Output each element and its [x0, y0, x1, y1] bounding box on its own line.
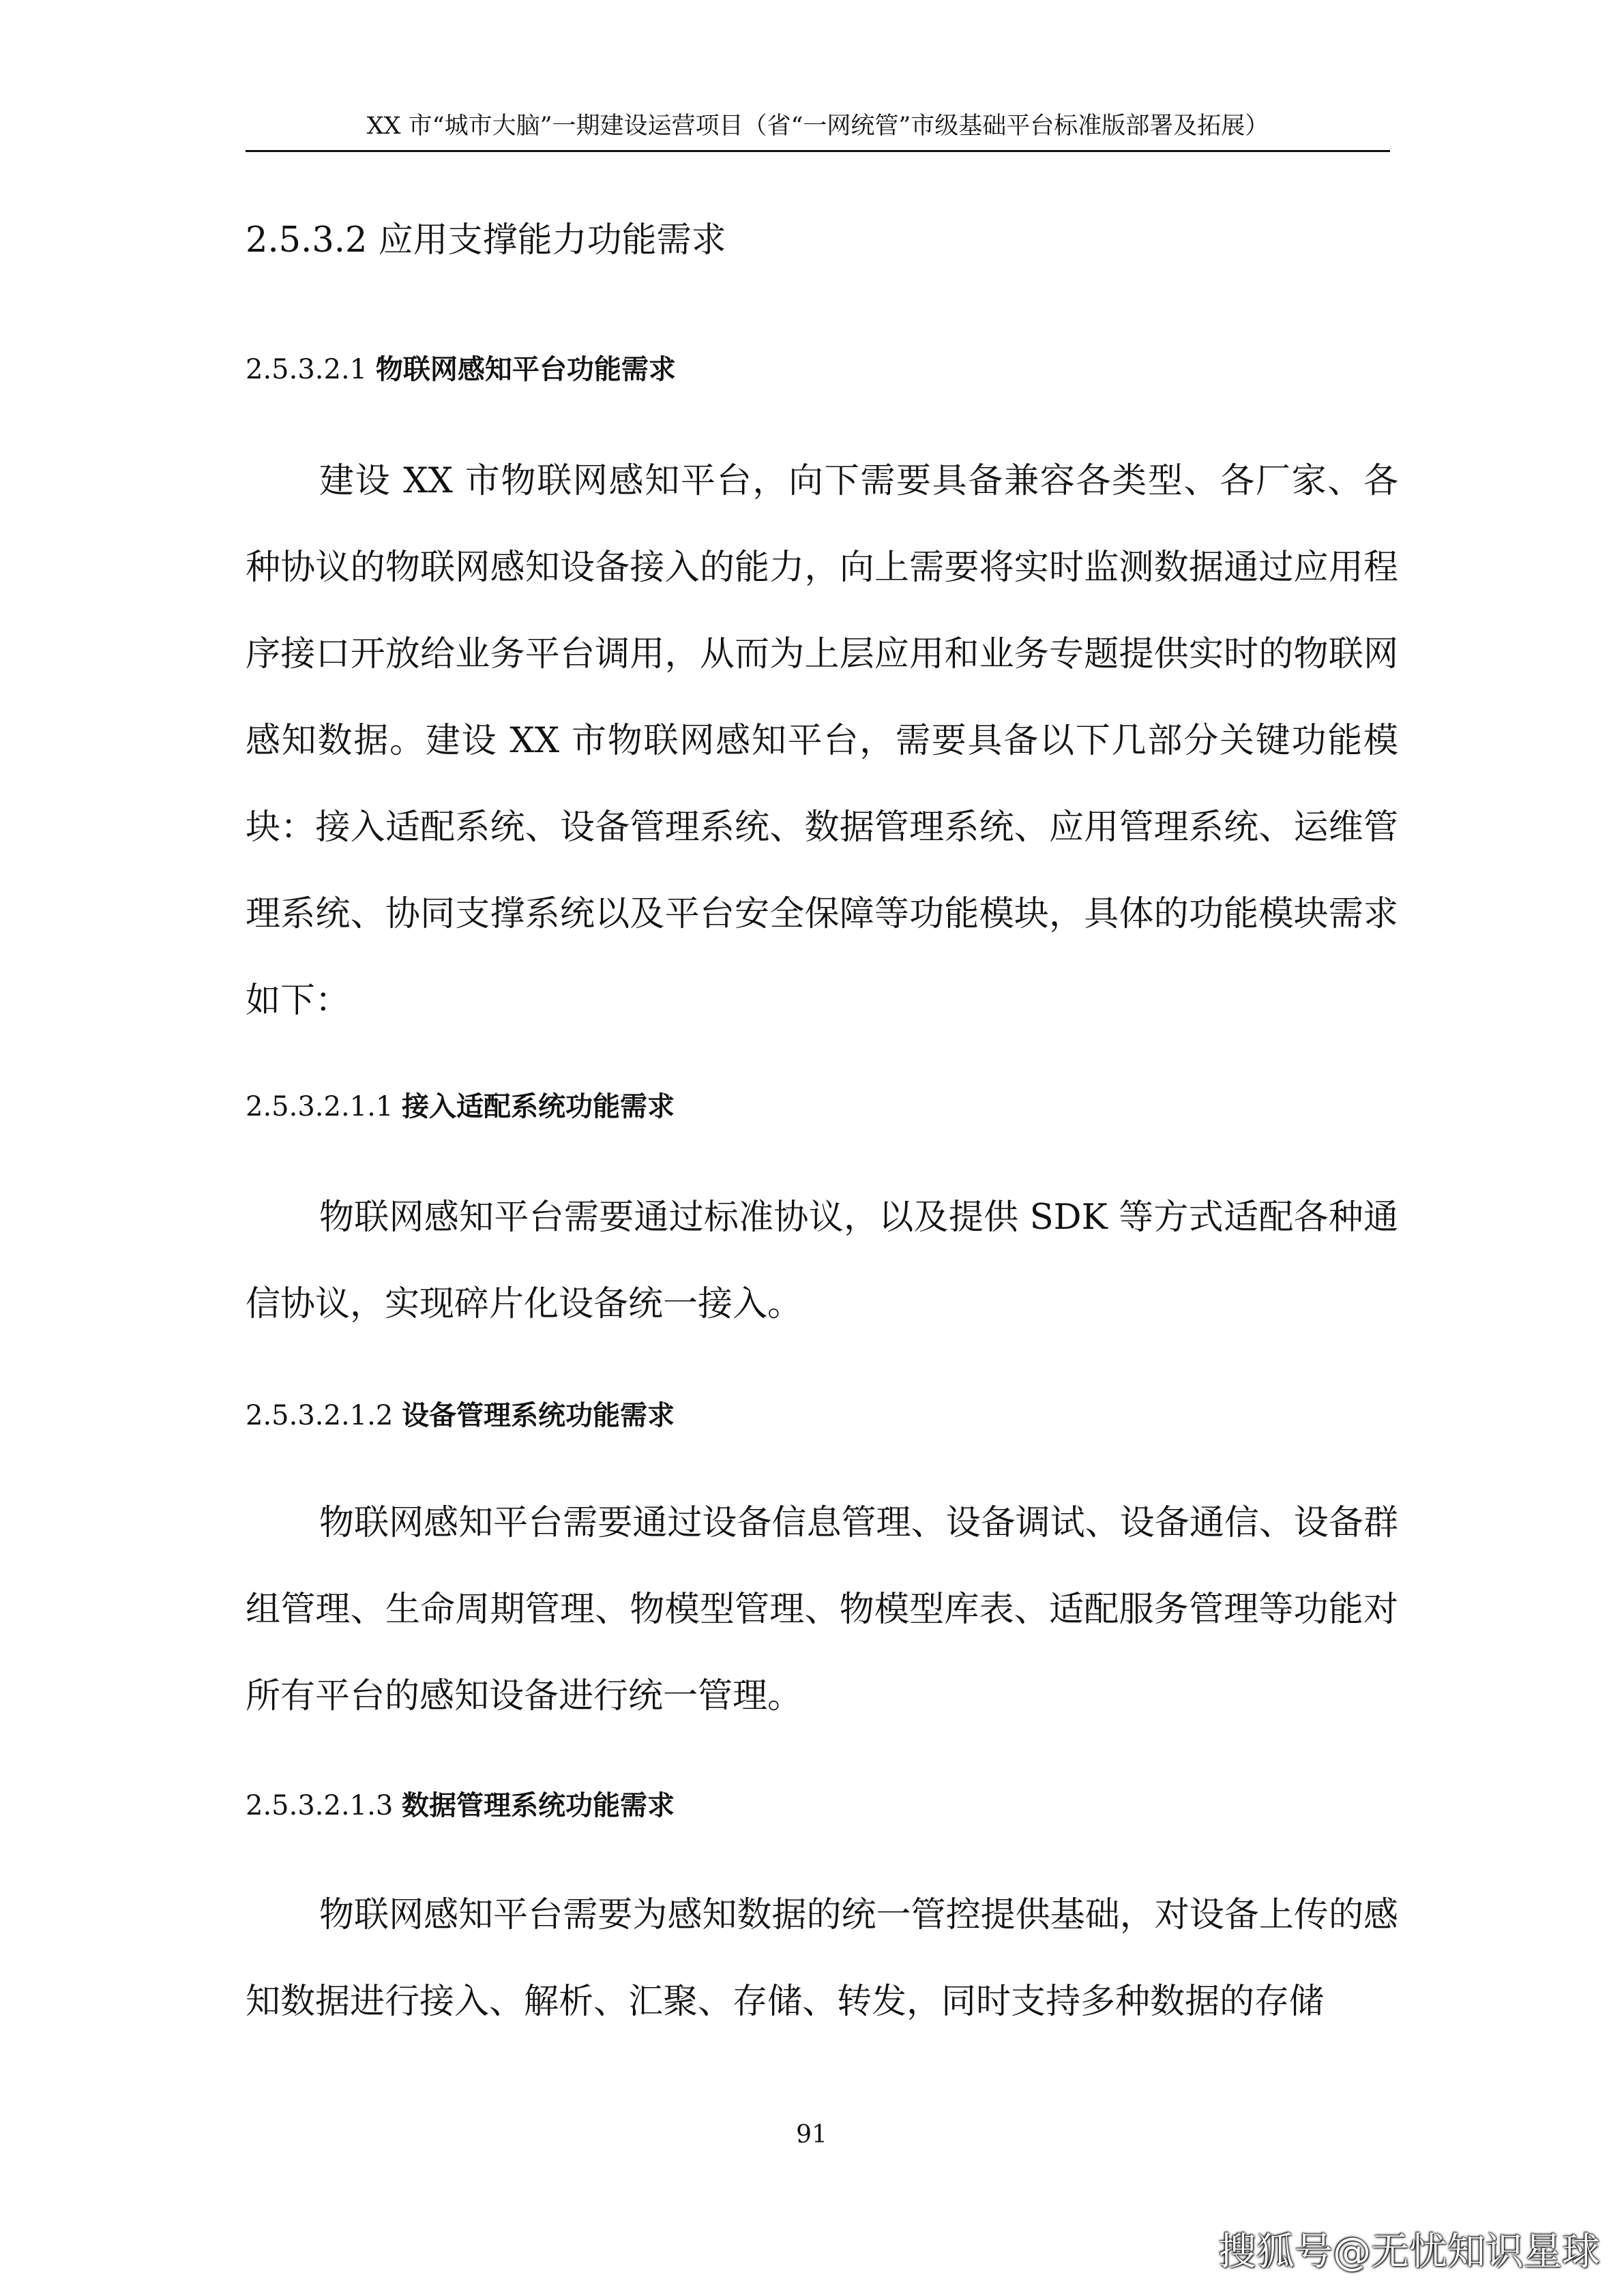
item-title: 数据管理系统功能需求	[402, 1789, 675, 1821]
subsection-heading	[246, 351, 676, 389]
item-paragraph-device-management: 物联网感知平台需要通过设备信息管理、设备调试、设备通信、设备群组管理、生命周期管理、物模型管理、物模型库表、适配服务管理等功能对所有平台的感知设备进行统一管理。	[246, 1503, 1398, 1716]
item-number: 2.5.3.2.1.1	[246, 1091, 394, 1122]
subsection-paragraph: 建设 XX 市物联网感知平台，向下需要具备兼容各类型、各厂家、各种协议的物联网感知设备接入的能力，向上需要将实时监测数据通过应用程序接口开放给业务平台调用，从而为上层应用和业务专题提供实时的物联网感知数据。建设 XX 市物联网感知平台，需要具备以下几部分关键功能模块：接入适配系统、设备管理系统、数据管理系统、应用管理系统、运维管理系统、协同支撑系统以及平台安全保障等功能模块，具体的功能模块需求如下：	[246, 461, 1398, 1021]
item-number: 2.5.3.2.1.3	[246, 1790, 394, 1821]
section-heading: 2.5.3.2 应用支撑能力功能需求	[246, 220, 726, 260]
item-heading-access-adapter	[246, 1088, 675, 1126]
watermark-text: 搜狐号@无忧知识星球	[1218, 2230, 1600, 2274]
item-title: 设备管理系统功能需求	[402, 1399, 675, 1431]
item-number: 2.5.3.2.1.2	[246, 1400, 394, 1431]
item-paragraph-data-management: 物联网感知平台需要为感知数据的统一管控提供基础，对设备上传的感知数据进行接入、解析、汇聚、存储、转发，同时支持多种数据的存储	[246, 1895, 1398, 2022]
item-heading-device-management	[246, 1397, 675, 1435]
subsection-title: 物联网感知平台功能需求	[375, 353, 676, 385]
subsection-number: 2.5.3.2.1	[246, 354, 368, 385]
item-heading-data-management	[246, 1787, 675, 1825]
running-header: XX 市“城市大脑”一期建设运营项目（省“一网统管”市级基础平台标准版部署及拓展）	[366, 113, 1269, 140]
header-rule	[246, 150, 1390, 152]
item-paragraph-access-adapter: 物联网感知平台需要通过标准协议，以及提供 SDK 等方式适配各种通信协议，实现碎片化设备统一接入。	[246, 1197, 1398, 1324]
item-title: 接入适配系统功能需求	[402, 1090, 675, 1122]
page-number: 91	[796, 2121, 827, 2149]
